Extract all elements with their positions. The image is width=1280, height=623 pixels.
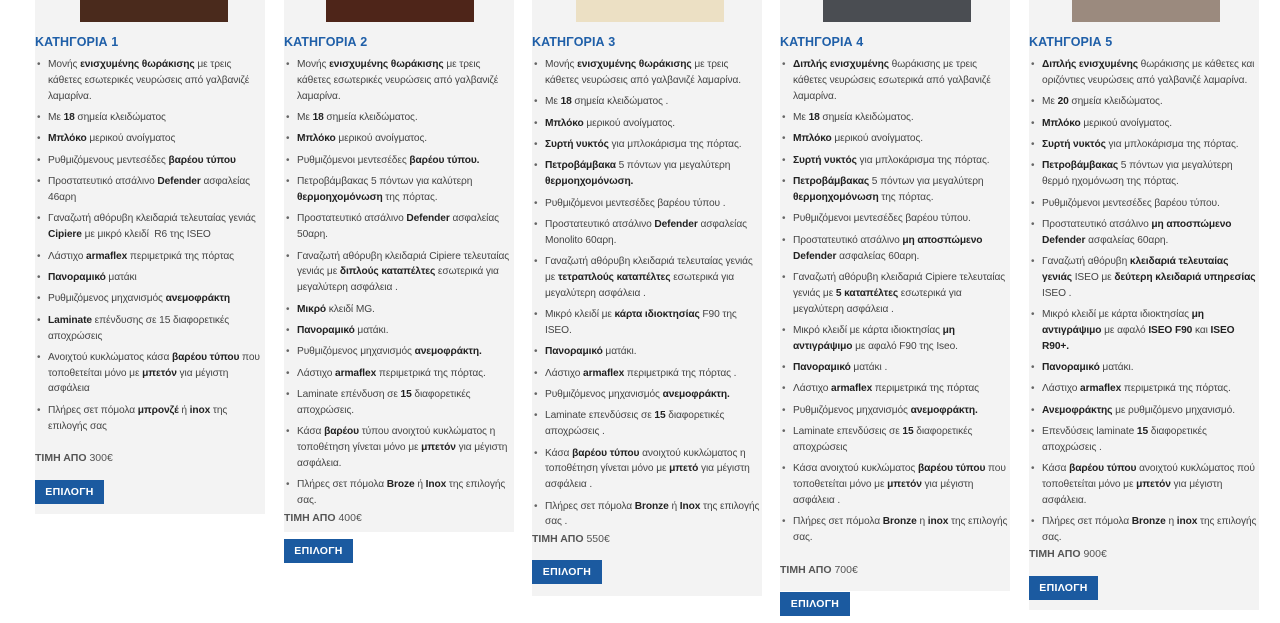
price-value: 700€ xyxy=(834,564,858,576)
feature-item: • Προστατευτικό ατσάλινο μη αποσπώμενο Defender ασφαλείας 60αρη. xyxy=(1029,217,1259,249)
feature-item: • Μπλόκο μερικού ανοίγματος. xyxy=(780,131,1010,147)
select-button[interactable]: ΕΠΙΛΟΓΗ xyxy=(780,592,850,616)
feature-item: • Με 18 σημεία κλειδώματος . xyxy=(532,94,762,110)
feature-item: • Λάστιχο armaflex περιμετρικά της πόρτας. xyxy=(1029,381,1259,397)
feature-item: • Συρτή νυκτός για μπλοκάρισμα της πόρτας. xyxy=(1029,137,1259,153)
price-label: ΤΙΜΗ ΑΠΟ xyxy=(284,512,336,524)
feature-item: • Κάσα ανοιχτού κυκλώματος βαρέου τύπου που τοποθετείται μόνο με μπετόν για μέγιστη ασφάλεια . xyxy=(780,461,1010,508)
feature-item: • Μικρό κλειδί με κάρτα ιδιοκτησίας μη αντιγράψιμο με αφαλό F90 της Iseo. xyxy=(780,323,1010,355)
feature-item: • Διπλής ενισχυμένης θωράκισης με κάθετες και οριζόντιες νευρώσεις από γαλβανιζέ λαμαρίνα. xyxy=(1029,57,1259,89)
category-card xyxy=(532,0,762,596)
door-image[interactable] xyxy=(576,0,724,22)
feature-item: • Γαναζωτή αθόρυβη κλειδαριά τελευταίας γενιάς ISEO με δεύτερη κλειδαριά υπηρεσίας ISEO . xyxy=(1029,254,1259,301)
feature-item: • Ρυθμιζόμενοι μεντεσέδες βαρέου τύπου . xyxy=(532,196,762,212)
feature-item: • Πετροβάμβακας 5 πόντων για καλύτερη θερμοηχομόνωση της πόρτας. xyxy=(284,174,514,206)
feature-list xyxy=(1029,57,1259,552)
feature-item: • Laminate επενδύσεις σε 15 διαφορετικές αποχρώσεις . xyxy=(532,408,762,440)
feature-item: • Συρτή νυκτός για μπλοκάρισμα της πόρτας. xyxy=(532,137,762,153)
category-title[interactable]: ΚΑΤΗΓΟΡΙΑ 3 xyxy=(532,35,616,49)
feature-item: • Ρυθμιζόμενος μηχανισμός ανεμοφράκτη. xyxy=(532,387,762,403)
feature-list xyxy=(532,57,762,536)
feature-item: • Πανοραμικό ματάκι. xyxy=(1029,360,1259,376)
feature-item: • Μπλόκο μερικού ανοίγματος xyxy=(35,131,265,147)
feature-item: • Κάσα βαρέου τύπου ανοιχτού κυκλώματος πού τοποθετείται μόνο με μπετόν για μέγιστη ασφάλεια. xyxy=(1029,461,1259,508)
price-label: ΤΙΜΗ ΑΠΟ xyxy=(35,452,87,464)
category-title[interactable]: ΚΑΤΗΓΟΡΙΑ 4 xyxy=(780,35,864,49)
door-image[interactable] xyxy=(1072,0,1220,22)
price-value: 400€ xyxy=(338,512,362,524)
feature-item: • Με 18 σημεία κλειδώματος. xyxy=(780,110,1010,126)
door-image[interactable] xyxy=(80,0,228,22)
category-card xyxy=(1029,0,1259,610)
feature-item: • Κάσα βαρέου τύπου ανοιχτού κυκλώματος η τοποθέτηση γίνεται μόνο με μπετόν για μέγιστη ασφάλεια. xyxy=(284,424,514,471)
select-button[interactable]: ΕΠΙΛΟΓΗ xyxy=(284,539,353,563)
category-card xyxy=(284,0,514,557)
feature-item: • Με 18 σημεία κλειδώματος. xyxy=(284,110,514,126)
feature-item: • Γαναζωτή αθόρυβη κλειδαριά τελευταίας γενιάς Cipiere με μικρό κλειδί R6 της ISEO xyxy=(35,211,265,243)
feature-item: • Laminate επενδύσεις σε 15 διαφορετικές αποχρώσεις xyxy=(780,424,1010,456)
feature-item: • Με 20 σημεία κλειδώματος. xyxy=(1029,94,1259,110)
feature-item: • Ρυθμιζόμενοι μεντεσέδες βαρέου τύπου. xyxy=(1029,196,1259,212)
feature-item: • Πλήρες σετ πόμολα Bronze ή Inox της επιλογής σας . xyxy=(532,499,762,531)
price-value: 900€ xyxy=(1083,548,1107,560)
feature-list xyxy=(780,57,1010,552)
feature-item: • Προστατευτικό ατσάλινο μη αποσπώμενο Defender ασφαλείας 60αρη. xyxy=(780,233,1010,265)
category-card xyxy=(35,0,265,514)
feature-item: • Laminate επένδυση σε 15 διαφορετικές αποχρώσεις. xyxy=(284,387,514,419)
price-label: ΤΙΜΗ ΑΠΟ xyxy=(1029,548,1081,560)
price xyxy=(532,533,610,545)
feature-item: • Κάσα βαρέου τύπου ανοιχτού κυκλώματος η τοποθέτηση γίνεται μόνο με μπετό για μέγιστη ασφάλεια . xyxy=(532,446,762,493)
select-button[interactable]: ΕΠΙΛΟΓΗ xyxy=(532,560,602,584)
price xyxy=(35,452,113,464)
feature-item: • Μικρό κλειδί με κάρτα ιδιοκτησίας μη αντιγράψιμο με αφαλό ISEO F90 και ISEO R90+. xyxy=(1029,307,1259,354)
price-value: 550€ xyxy=(586,533,610,545)
feature-item: • Μπλόκο μερικού ανοίγματος. xyxy=(1029,116,1259,132)
feature-item: • Πετροβάμβακα 5 πόντων για μεγαλύτερη θερμοηχομόνωση. xyxy=(532,158,762,190)
feature-item: • Συρτή νυκτός για μπλοκάρισμα της πόρτας. xyxy=(780,153,1010,169)
feature-item: • Ρυθμιζόμενος μηχανισμός ανεμοφράκτη. xyxy=(284,344,514,360)
feature-item: • Πανοραμικό ματάκι . xyxy=(780,360,1010,376)
feature-item: • Πλήρες σετ πόμολα Bronze η inox της επιλογής σας. xyxy=(1029,514,1259,546)
feature-item: • Ρυθμιζόμενος μηχανισμός ανεμοφράκτη xyxy=(35,291,265,307)
feature-item: • Προστατευτικό ατσάλινο Defender ασφαλείας 50αρη. xyxy=(284,211,514,243)
price xyxy=(780,564,858,576)
price-label: ΤΙΜΗ ΑΠΟ xyxy=(532,533,584,545)
feature-item: • Γαναζωτή αθόρυβη κλειδαριά Cipiere τελευταίας γενιάς με 5 καταπέλτες εσωτερικά για μεγαλύτερη ασφάλεια . xyxy=(780,270,1010,317)
feature-item: • Πετροβάμβακας 5 πόντων για μεγαλύτερη θερμό ηχομόνωση της πόρτας. xyxy=(1029,158,1259,190)
feature-item: • Μπλόκο μερικού ανοίγματος. xyxy=(532,116,762,132)
feature-item: • Ανεμοφράκτης με ρυθμιζόμενο μηχανισμό. xyxy=(1029,403,1259,419)
feature-item: • Μονής ενισχυμένης θωράκισης με τρεις κάθετες νευρώσεις από γαλβανιζέ λαμαρίνα. xyxy=(532,57,762,89)
feature-item: • Ρυθμιζόμενους μεντεσέδες βαρέου τύπου xyxy=(35,153,265,169)
feature-item: • Πανοραμικό ματάκι xyxy=(35,270,265,286)
feature-item: • Λάστιχο armaflex περιμετρικά της πόρτας xyxy=(780,381,1010,397)
feature-item: • Ρυθμιζόμενος μηχανισμός ανεμοφράκτη. xyxy=(780,403,1010,419)
feature-item: • Επενδύσεις laminate 15 διαφορετικές αποχρώσεις . xyxy=(1029,424,1259,456)
feature-item: • Διπλής ενισχυμένης θωράκισης με τρεις κάθετες νευρώσεις εσωτερικά από γαλβανιζέ λαμαρίνα. xyxy=(780,57,1010,104)
feature-item: • Γαναζωτή αθόρυβη κλειδαριά Cipiere τελευταίας γενιάς με διπλούς καταπέλτες εσωτερικά για μεγαλύτερη ασφάλεια . xyxy=(284,249,514,296)
feature-item: • Λάστιχο armaflex περιμετρικά της πόρτας . xyxy=(532,366,762,382)
feature-item: • Γαναζωτή αθόρυβη κλειδαριά τελευταίας γενιάς με τετραπλούς καταπέλτες εσωτερικά για μεγαλύτερη ασφάλεια . xyxy=(532,254,762,301)
price-value: 300€ xyxy=(89,452,113,464)
door-image[interactable] xyxy=(823,0,971,22)
feature-item: • Πλήρες σετ πόμολα Broze ή Inox της επιλογής σας. xyxy=(284,477,514,509)
select-button[interactable]: ΕΠΙΛΟΓΗ xyxy=(35,480,104,504)
feature-item: • Μικρό κλειδί με κάρτα ιδιοκτησίας F90 της ISEO. xyxy=(532,307,762,339)
feature-item: • Πανοραμικό ματάκι. xyxy=(284,323,514,339)
feature-item: • Προστατευτικό ατσάλινο Defender ασφαλείας Monolito 60αρη. xyxy=(532,217,762,249)
door-image[interactable] xyxy=(326,0,474,22)
feature-item: • Προστατευτικό ατσάλινο Defender ασφαλείας 46αρη xyxy=(35,174,265,206)
feature-item: • Μονής ενισχυμένης θωράκισης με τρεις κάθετες εσωτερικές νευρώσεις από γαλβανιζέ λαμαρίνα. xyxy=(284,57,514,104)
category-title[interactable]: ΚΑΤΗΓΟΡΙΑ 2 xyxy=(284,35,368,49)
feature-item: • Μονής ενισχυμένης θωράκισης με τρεις κάθετες εσωτερικές νευρώσεις από γαλβανιζέ λαμαρίνα. xyxy=(35,57,265,104)
category-title[interactable]: ΚΑΤΗΓΟΡΙΑ 1 xyxy=(35,35,119,49)
feature-list xyxy=(284,57,514,514)
select-button[interactable]: ΕΠΙΛΟΓΗ xyxy=(1029,576,1098,600)
feature-item: • Πετροβάμβακας 5 πόντων για μεγαλύτερη θερμοηχομόνωση της πόρτας. xyxy=(780,174,1010,206)
price xyxy=(284,512,362,524)
category-card xyxy=(780,0,1010,610)
feature-item: • Ρυθμιζόμενοι μεντεσέδες βαρέου τύπου. xyxy=(780,211,1010,227)
feature-item: • Ρυθμιζόμενοι μεντεσέδες βαρέου τύπου. xyxy=(284,153,514,169)
feature-item: • Πλήρες σετ πόμολα Bronze η inox της επιλογής σας. xyxy=(780,514,1010,546)
feature-item: • Μικρό κλειδί MG. xyxy=(284,302,514,318)
feature-list xyxy=(35,57,265,440)
feature-item: • Λάστιχο armaflex περιμετρικά της πόρτας xyxy=(35,249,265,265)
category-title[interactable]: ΚΑΤΗΓΟΡΙΑ 5 xyxy=(1029,35,1113,49)
feature-item: • Μπλόκο μερικού ανοίγματος. xyxy=(284,131,514,147)
feature-item: • Ανοιχτού κυκλώματος κάσα βαρέου τύπου που τοποθετείται μόνο με μπετόν για μέγιστη ασφάλεια xyxy=(35,350,265,397)
price-label: ΤΙΜΗ ΑΠΟ xyxy=(780,564,832,576)
feature-item: • Με 18 σημεία κλειδώματος xyxy=(35,110,265,126)
feature-item: • Λάστιχο armaflex περιμετρικά της πόρτας. xyxy=(284,366,514,382)
feature-item: • Laminate επένδυσης σε 15 διαφορετικές αποχρώσεις xyxy=(35,313,265,345)
feature-item: • Πανοραμικό ματάκι. xyxy=(532,344,762,360)
price xyxy=(1029,548,1107,560)
feature-item: • Πλήρες σετ πόμολα μπρονζέ ή inox της επιλογής σας xyxy=(35,403,265,435)
